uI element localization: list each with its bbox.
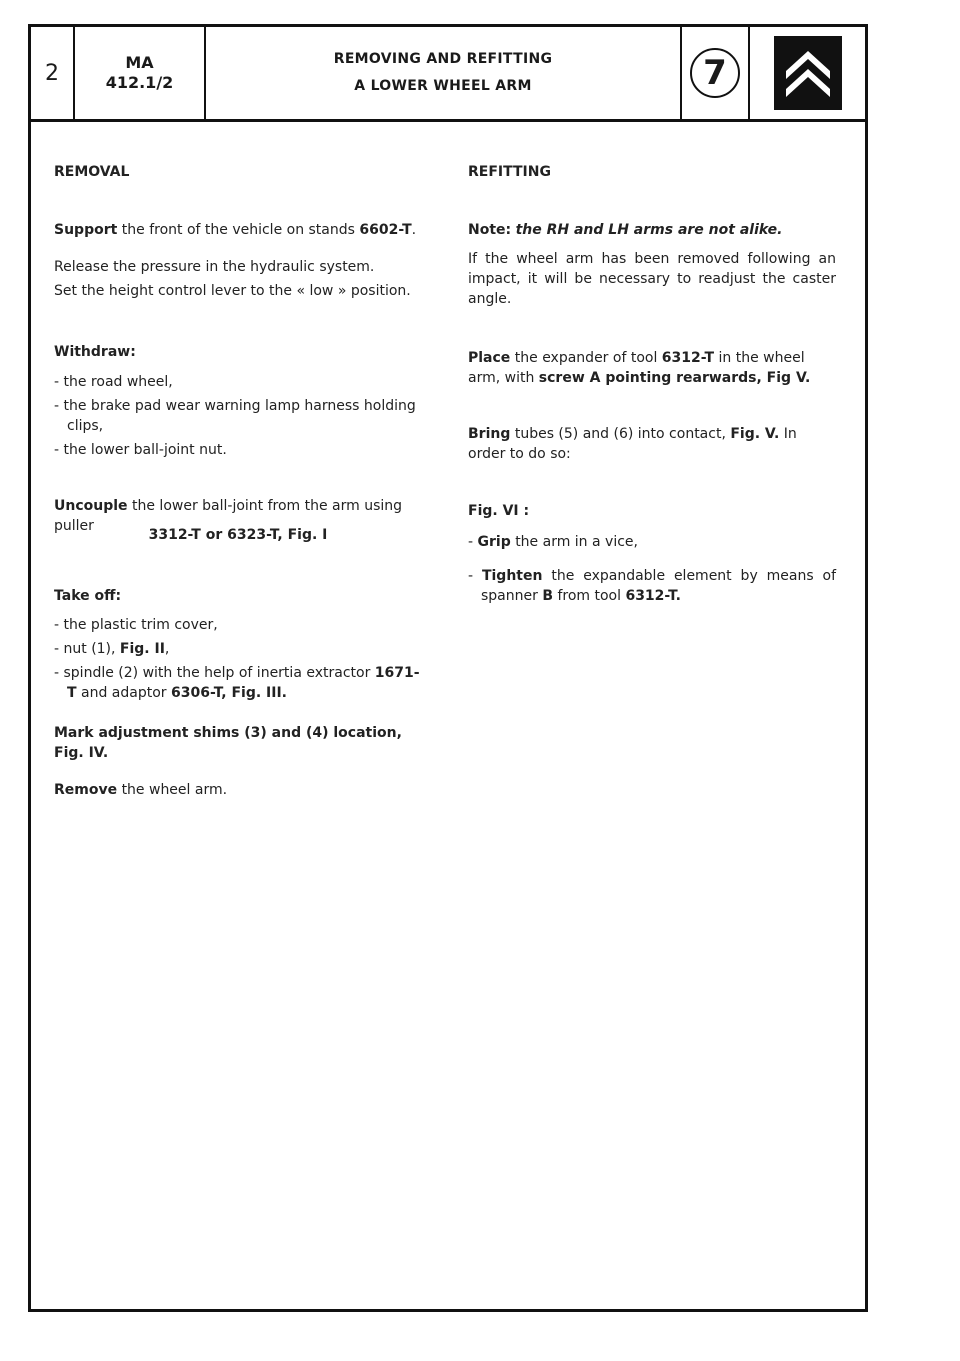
page-number: 2 xyxy=(45,60,59,86)
withdraw-item: - the road wheel, xyxy=(54,374,173,390)
fig-vi-label: Fig. VI : xyxy=(468,503,530,519)
withdraw-heading: Withdraw: xyxy=(54,344,136,360)
page-number-cell xyxy=(31,27,75,119)
support-step: Support the front of the vehicle on stands 6602-T. xyxy=(54,222,417,238)
mark-step: Mark adjustment shims (3) and (4) location, Fig. IV. xyxy=(54,725,402,761)
circle-number-cell xyxy=(682,27,750,119)
citroen-logo-icon xyxy=(774,36,842,110)
set-height-step: Set the height control lever to the « low » position. xyxy=(54,283,411,299)
tighten-step: - Tighten the expandable element by means of spanner B from tool 6312-T. xyxy=(468,568,836,604)
place-step: Place the expander of tool 6312-T in the wheel arm, with screw A pointing rearwards, Fig V. xyxy=(468,350,811,386)
grip-step: - Grip the arm in a vice, xyxy=(468,534,638,550)
takeoff-item: - nut (1), Fig. II, xyxy=(54,641,170,657)
uncouple-step: Uncouple the lower ball-joint from the arm using puller xyxy=(54,498,403,534)
manual-code: MA xyxy=(125,53,154,72)
bring-step: Bring tubes (5) and (6) into contact, Fig. V. In order to do so: xyxy=(468,426,797,462)
title-line-2: A LOWER WHEEL ARM xyxy=(354,78,532,94)
refitting-heading: REFITTING xyxy=(468,164,551,180)
header xyxy=(31,27,865,122)
removal-heading: REMOVAL xyxy=(54,164,130,180)
takeoff-item: - spindle (2) with the help of inertia extractor 1671-T and adaptor 6306-T, Fig. III. xyxy=(54,665,420,701)
circled-number: 7 xyxy=(690,48,740,98)
withdraw-item: - the brake pad wear warning lamp harness holding clips, xyxy=(54,398,416,434)
note: Note: the RH and LH arms are not alike. xyxy=(468,222,783,238)
uncouple-tools: 3312-T or 6323-T, Fig. I xyxy=(148,527,328,543)
logo-cell xyxy=(750,27,865,119)
title-line-1: REMOVING AND REFITTING xyxy=(333,51,553,67)
reference-cell xyxy=(75,27,206,119)
withdraw-item: - the lower ball-joint nut. xyxy=(54,442,227,458)
impact-paragraph: If the wheel arm has been removed following an impact, it will be necessary to readjust the caster angle. xyxy=(468,251,836,307)
title-cell xyxy=(206,27,682,119)
takeoff-heading: Take off: xyxy=(54,588,122,604)
takeoff-item: - the plastic trim cover, xyxy=(54,617,218,633)
remove-step: Remove the wheel arm. xyxy=(54,782,228,798)
release-step: Release the pressure in the hydraulic system. xyxy=(54,259,375,275)
operation-code: 412.1/2 xyxy=(105,73,174,92)
